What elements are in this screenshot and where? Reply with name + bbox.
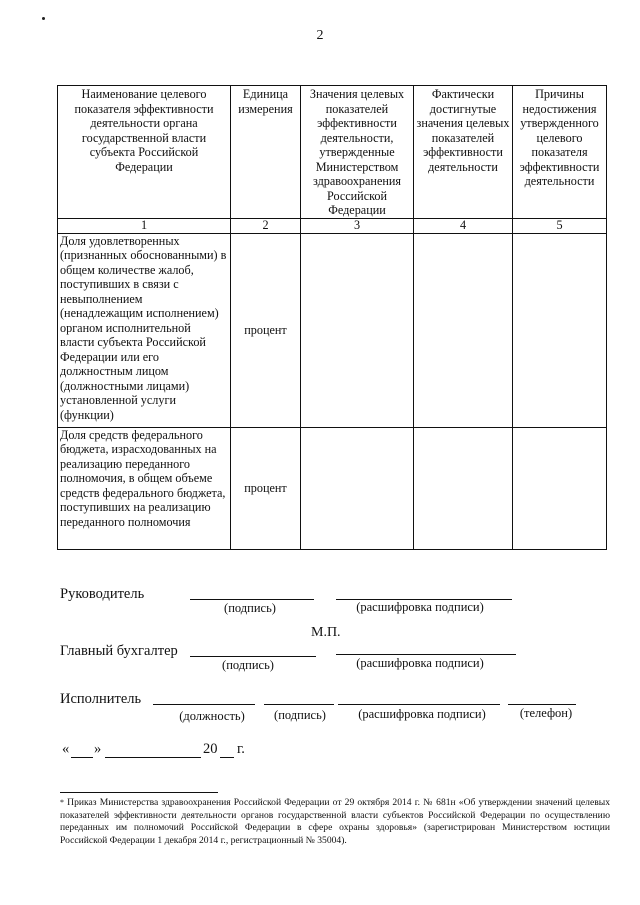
accountant-label: Главный бухгалтер	[60, 643, 178, 659]
reason-cell	[513, 233, 607, 427]
accountant-signature-line	[190, 656, 316, 657]
phone-caption: (телефон)	[519, 706, 573, 720]
table-header-row	[58, 86, 607, 219]
actual-value-cell	[414, 233, 513, 427]
column-number: 2	[231, 218, 301, 233]
executor-signature-line	[264, 704, 334, 705]
column-number: 4	[414, 218, 513, 233]
column-number: 5	[513, 218, 607, 233]
reason-cell	[513, 427, 607, 549]
column-number: 1	[58, 218, 231, 233]
header-target-values: Значения целевых показателей эффективности деятельности, утвержденные Министерством здравоохранения Российской Федерации	[301, 86, 414, 219]
table-row	[58, 233, 607, 427]
page-number: 2	[316, 28, 324, 43]
decoding-caption: (расшифровка подписи)	[358, 707, 486, 721]
column-number: 3	[301, 218, 414, 233]
column-numbers-row	[58, 218, 607, 233]
date-open-quote: «	[62, 741, 70, 757]
target-value-cell	[301, 427, 414, 549]
target-value-cell	[301, 233, 414, 427]
table-row	[58, 427, 607, 549]
footnote	[60, 797, 610, 848]
indicators-table	[57, 85, 607, 550]
indicator-name: Доля средств федерального бюджета, израсходованных на реализацию переданного полномочия, в общем объеме средств федерального бюджета, поступивших на реализацию переданного полномочия	[58, 427, 231, 549]
decoding-caption: (расшифровка подписи)	[356, 600, 484, 614]
head-label: Руководитель	[60, 586, 145, 602]
footnote-separator	[60, 792, 218, 793]
executor-phone-line	[508, 704, 576, 705]
footnote-marker: *	[60, 798, 64, 807]
date-year-suffix: г.	[237, 741, 245, 757]
head-signature-line	[190, 599, 314, 600]
date-close-quote: »	[94, 741, 102, 757]
signature-caption: (подпись)	[224, 601, 276, 615]
executor-decoding-line	[338, 704, 500, 705]
header-reasons: Причины недостижения утвержденного целевого показателя эффективности деятельности	[513, 86, 607, 219]
indicator-unit: процент	[231, 427, 301, 549]
actual-value-cell	[414, 427, 513, 549]
header-unit: Единица измерения	[231, 86, 301, 219]
executor-label: Исполнитель	[60, 691, 142, 707]
date-year-line	[220, 757, 234, 758]
header-actual-values: Фактически достигнутые значения целевых показателей эффективности деятельности	[414, 86, 513, 219]
date-year-prefix: 20	[203, 741, 218, 757]
indicator-unit: процент	[231, 233, 301, 427]
date-month-line	[105, 757, 201, 758]
date-day-line	[71, 757, 93, 758]
header-indicator-name: Наименование целевого показателя эффективности деятельности органа государственной власти субъекта Российской Федерации	[58, 86, 231, 219]
scan-dot	[42, 17, 45, 20]
stamp-label: М.П.	[311, 625, 341, 640]
executor-position-line	[153, 704, 255, 705]
footnote-text: Приказ Министерства здравоохранения Российской Федерации от 29 октября 2014 г. № 681н «Об утверждении значений целевых показателей эффективности деятельности органов государственной власти субъектов Российской Федерации по осуществлению переданных им полномочий Российской Федерации в сфере охраны здоровья» (зарегистрирован Министерством юстиции Российской Федерации 1 декабря 2014 г., регистрационный № 35004).	[60, 797, 610, 847]
indicator-name: Доля удовлетворенных (признанных обоснованными) в общем количестве жалоб, поступивших в связи с невыполнением (ненадлежащим исполнением) органом исполнительной власти субъекта Российской Федерации или его должностным лицом (должностными лицами) установленной услуги (функции)	[58, 233, 231, 427]
accountant-decoding-line	[336, 654, 516, 655]
signature-caption: (подпись)	[222, 658, 274, 672]
position-caption: (должность)	[179, 709, 245, 723]
decoding-caption: (расшифровка подписи)	[356, 656, 484, 670]
signature-caption: (подпись)	[274, 708, 326, 722]
